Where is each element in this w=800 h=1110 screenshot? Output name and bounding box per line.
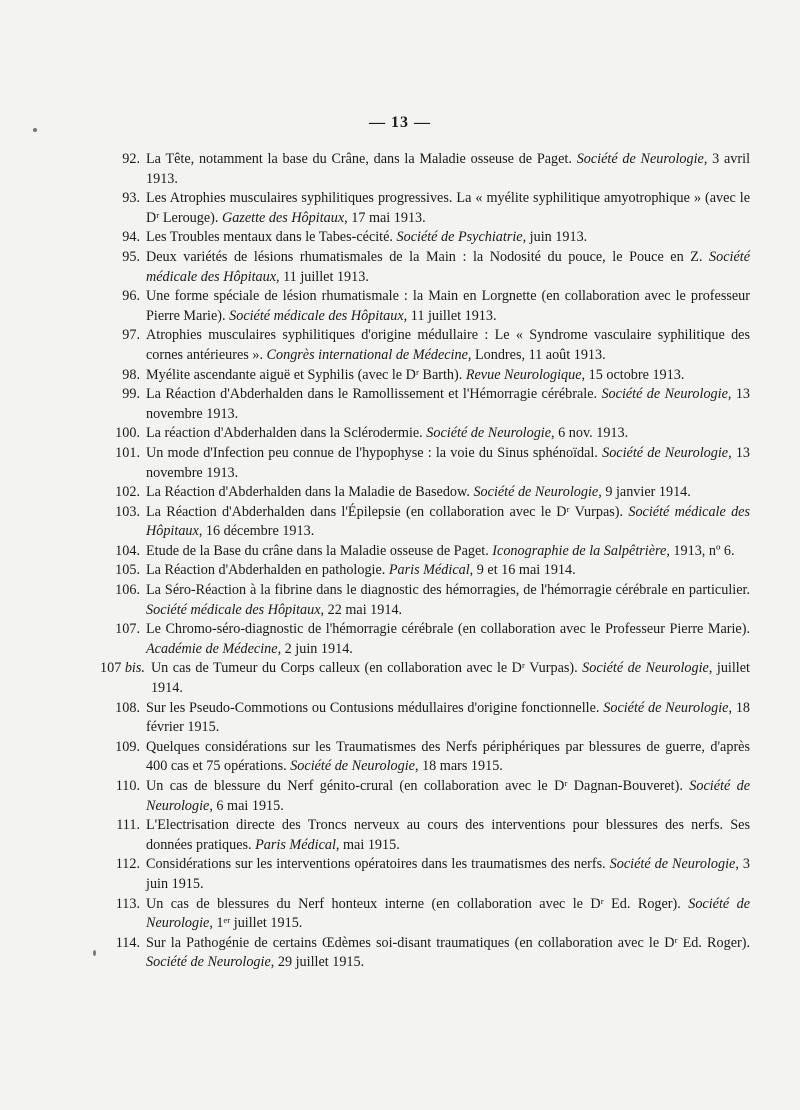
entry-text xyxy=(146,561,750,581)
entry-text xyxy=(146,287,750,326)
entry-text xyxy=(146,189,750,228)
entry-number-value: 105. xyxy=(115,562,140,579)
entry-number xyxy=(100,385,146,405)
entry-number xyxy=(100,561,146,581)
entry-source: Société de Neurologie xyxy=(582,660,709,677)
bibliography-entry xyxy=(100,816,750,855)
entry-number xyxy=(100,287,146,307)
entry-title: Un cas de Tumeur du Corps calleux (en collaboration avec le Dʳ Vurpas). xyxy=(150,660,583,677)
entry-text xyxy=(146,385,750,424)
entry-number xyxy=(100,189,146,209)
entry-source: Société de Psychiatrie xyxy=(396,229,523,246)
entry-source: Société de Neurologie xyxy=(146,954,271,971)
entry-text xyxy=(146,444,750,483)
entry-title: , 3 avril 1913. xyxy=(146,151,751,187)
entry-number-value: 106. xyxy=(115,582,140,599)
entry-text xyxy=(146,503,750,542)
entry-title: Le Chromo-séro-diagnostic de l'hémorragie cérébrale (en collaboration avec le Professeur Pierre Marie). xyxy=(146,621,750,638)
entry-text xyxy=(146,934,750,973)
bibliography-entry xyxy=(100,503,750,542)
entry-text xyxy=(146,228,750,248)
entry-title: Sur la Pathogénie de certains Œdèmes soi-disant traumatiques (en collaboration avec le Dʳ Ed. Roger). xyxy=(146,934,750,951)
bibliography-entry xyxy=(100,189,750,228)
entry-title: La Séro-Réaction à la fibrine dans le diagnostic des hémorragies, de l'hémorragie cérébrale en particulier. xyxy=(146,582,750,599)
entry-text xyxy=(146,895,750,934)
entry-title: La réaction d'Abderhalden dans la Sclérodermie. xyxy=(146,425,427,442)
entry-number xyxy=(100,816,146,836)
entry-source: Société de Neurologie xyxy=(473,484,599,501)
entry-title: La Réaction d'Abderhalden dans le Ramollissement et l'Hémorragie cérébrale. xyxy=(146,386,602,403)
entry-text xyxy=(146,424,750,444)
bibliography-entry xyxy=(100,895,750,934)
entry-title: , 16 décembre 1913. xyxy=(198,523,315,540)
entry-number-value: 95. xyxy=(122,248,140,265)
entry-number xyxy=(100,699,146,719)
entry-number-value: 113. xyxy=(115,895,140,912)
entry-number xyxy=(100,542,146,562)
entry-title: Un cas de blessure du Nerf génito-crural (en collaboration avec le Dʳ Dagnan-Bouveret). xyxy=(146,778,690,794)
entry-title: La Réaction d'Abderhalden dans l'Épilepsie (en collaboration avec le Dʳ Vurpas). xyxy=(146,503,629,520)
entry-title: L'Electrisation directe des Troncs nerveux au cours des interventions pour blessures des nerfs. Ses données pratiques. xyxy=(146,817,750,853)
entry-number xyxy=(100,228,146,248)
entry-number-value: 111. xyxy=(116,817,140,834)
bibliography-entry xyxy=(100,855,750,894)
entry-source: Académie de Médecine xyxy=(146,640,278,657)
print-speck xyxy=(33,128,37,132)
entry-source: Société de Neurologie xyxy=(602,444,729,461)
entry-title: , 11 juillet 1913. xyxy=(276,268,369,285)
entry-source: Société médicale des Hôpitaux xyxy=(146,503,750,540)
bibliography-entry xyxy=(100,699,750,738)
entry-source: Revue Neurologique xyxy=(465,366,582,383)
entry-number-value: 102. xyxy=(115,484,140,501)
bibliography-list xyxy=(100,150,750,973)
entry-title: Etude de la Base du crâne dans la Maladie osseuse de Paget. xyxy=(146,542,493,559)
bibliography-entry xyxy=(100,366,750,386)
entry-title: Sur les Pseudo-Commotions ou Contusions médullaires d'origine fonctionnelle. xyxy=(146,699,604,716)
entry-number-value: 103. xyxy=(115,503,140,520)
entry-source: Iconographie de la Salpêtrière xyxy=(492,542,667,559)
entry-number xyxy=(100,444,146,464)
entry-source: Société de Neurologie xyxy=(603,699,729,716)
entry-title: , 13 novembre 1913. xyxy=(146,444,751,481)
entry-source: Société de Neurologie xyxy=(609,856,736,873)
bibliography-entry xyxy=(100,248,750,287)
bibliography-entry xyxy=(100,228,750,248)
entry-number-value: 93. xyxy=(122,190,140,207)
entry-number-value: 107. xyxy=(115,621,140,638)
entry-source: Société médicale des Hôpitaux xyxy=(146,601,321,618)
entry-text xyxy=(151,659,750,698)
entry-title: Quelques considérations sur les Traumatismes des Nerfs périphériques par blessures de guerre, d'après 400 cas et 75 opérations. xyxy=(146,738,750,775)
entry-title: , 18 février 1915. xyxy=(146,699,751,736)
entry-source: Société médicale des Hôpitaux xyxy=(146,248,750,285)
entry-title: , 2 juin 1914. xyxy=(277,640,353,657)
entry-number xyxy=(100,503,146,523)
entry-number-value: 98. xyxy=(122,366,140,383)
entry-number-value: 99. xyxy=(122,386,140,403)
entry-title: , mai 1915. xyxy=(335,836,400,853)
entry-title: , 9 et 16 mai 1914. xyxy=(469,562,576,579)
entry-number-value: 109. xyxy=(115,738,140,755)
entry-number xyxy=(100,777,146,797)
entry-title: , 18 mars 1915. xyxy=(414,758,503,775)
entry-text xyxy=(146,855,750,894)
entry-title: , juillet 1914. xyxy=(150,660,750,697)
entry-title: Un mode d'Infection peu connue de l'hypophyse : la voie du Sinus sphénoïdal. xyxy=(146,444,603,461)
entry-title: , 13 novembre 1913. xyxy=(146,386,751,422)
bibliography-entry xyxy=(100,385,750,424)
bibliography-entry xyxy=(100,659,750,698)
entry-title: , 1ᵉʳ juillet 1915. xyxy=(209,915,303,932)
entry-number xyxy=(100,620,146,640)
bibliography-entry xyxy=(100,777,750,816)
bibliography-entry xyxy=(100,934,750,973)
entry-text xyxy=(146,699,750,738)
entry-text xyxy=(146,620,750,659)
entry-number xyxy=(100,855,146,875)
entry-title: Une forme spéciale de lésion rhumatismale : la Main en Lorgnette (en collaboration avec le professeur Pierre Marie). xyxy=(146,288,750,324)
bibliography-entry xyxy=(100,738,750,777)
entry-source: Paris Médical xyxy=(255,836,336,853)
entry-number-value: 110. xyxy=(115,778,140,794)
entry-text xyxy=(146,326,750,365)
entry-title: , 6 nov. 1913. xyxy=(551,425,629,442)
entry-title: Atrophies musculaires syphilitiques d'origine médullaire : Le « Syndrome vasculaire syphilitique des cornes antérieures ». xyxy=(146,327,750,363)
entry-source: Société de Neurologie xyxy=(426,425,552,442)
entry-title: La Réaction d'Abderhalden en pathologie. xyxy=(146,562,389,579)
entry-number-value: 114. xyxy=(115,934,140,951)
entry-source: Société de Neurologie xyxy=(146,778,751,814)
entry-title: , 22 mai 1914. xyxy=(320,601,403,618)
entry-number-value: 108. xyxy=(115,699,140,716)
entry-text xyxy=(146,777,750,816)
entry-title: , 6 mai 1915. xyxy=(209,797,284,814)
entry-source: Société de Neurologie xyxy=(146,895,750,932)
entry-title: , 29 juillet 1915. xyxy=(270,954,365,971)
entry-number xyxy=(100,934,146,954)
entry-source: Gazette des Hôpitaux xyxy=(221,209,345,226)
entry-number xyxy=(100,738,146,758)
entry-title: , 3 juin 1915. xyxy=(146,856,750,892)
entry-source: Société de Neurologie xyxy=(576,151,704,167)
entry-title: Un cas de blessures du Nerf honteux interne (en collaboration avec le Dʳ Ed. Roger). xyxy=(146,895,689,912)
entry-title: Les Troubles mentaux dans le Tabes-cécité. xyxy=(146,229,397,246)
entry-number-value: 97. xyxy=(122,327,140,344)
bibliography-entry xyxy=(100,150,750,189)
entry-source: Congrès international de Médecine xyxy=(266,346,468,363)
entry-number xyxy=(100,424,146,444)
entry-number-value: 101. xyxy=(115,444,140,461)
entry-number xyxy=(100,366,146,386)
entry-title: , 1913, nº 6. xyxy=(666,542,735,559)
entry-source: Société de Neurologie xyxy=(601,386,728,403)
entry-number xyxy=(100,483,146,503)
entry-number xyxy=(100,659,151,679)
entry-title: La Tête, notamment la base du Crâne, dans la Maladie osseuse de Paget. xyxy=(146,151,577,167)
entry-source: Société médicale des Hôpitaux xyxy=(229,307,404,324)
page-number: — 13 — xyxy=(369,114,431,131)
entry-text xyxy=(146,150,750,189)
entry-source: Paris Médical xyxy=(388,562,470,579)
entry-number-suffix: bis. xyxy=(124,660,145,677)
entry-source: Société de Neurologie xyxy=(290,758,415,775)
bibliography-entry xyxy=(100,561,750,581)
entry-title: , 15 octobre 1913. xyxy=(581,366,685,383)
entry-title: , 11 juillet 1913. xyxy=(403,307,497,324)
bibliography-entry xyxy=(100,542,750,562)
entry-text xyxy=(146,581,750,620)
entry-text xyxy=(146,542,750,562)
bibliography-entry xyxy=(100,326,750,365)
bibliography-entry xyxy=(100,424,750,444)
entry-title: , 17 mai 1913. xyxy=(344,209,426,226)
entry-number-value: 112. xyxy=(115,856,140,873)
entry-number xyxy=(100,248,146,268)
entry-number-value: 92. xyxy=(122,151,140,167)
entry-title: Deux variétés de lésions rhumatismales de la Main : la Nodosité du pouce, le Pouce en Z. xyxy=(146,248,710,265)
entry-title: La Réaction d'Abderhalden dans la Maladie de Basedow. xyxy=(146,484,474,501)
bibliography-entry xyxy=(100,581,750,620)
entry-title: , Londres, 11 août 1913. xyxy=(467,346,606,363)
bibliography-entry xyxy=(100,444,750,483)
bibliography-entry xyxy=(100,483,750,503)
entry-number-value: 100. xyxy=(115,425,140,442)
entry-title: Myélite ascendante aiguë et Syphilis (avec le Dʳ Barth). xyxy=(146,366,466,383)
entry-number xyxy=(100,150,146,170)
bibliography-entry xyxy=(100,620,750,659)
entry-number-value: 96. xyxy=(122,288,140,305)
entry-title: , 9 janvier 1914. xyxy=(598,484,691,501)
entry-text xyxy=(146,483,750,503)
entry-text xyxy=(146,738,750,777)
entry-title: , juin 1913. xyxy=(522,229,588,246)
entry-text xyxy=(146,248,750,287)
entry-number xyxy=(100,895,146,915)
entry-number-value: 104. xyxy=(115,542,140,559)
entry-title: Considérations sur les interventions opératoires dans les traumatismes des nerfs. xyxy=(146,856,610,873)
bibliography-entry xyxy=(100,287,750,326)
entry-text xyxy=(146,816,750,855)
entry-title: Les Atrophies musculaires syphilitiques progressives. La « myélite syphilitique amyotrophique » (avec le Dʳ Lerouge). xyxy=(146,190,750,226)
entry-number-value: 94. xyxy=(122,229,140,246)
entry-text xyxy=(146,366,750,386)
entry-number xyxy=(100,326,146,346)
entry-number-value: 107 xyxy=(100,660,122,677)
entry-number xyxy=(100,581,146,601)
print-speck xyxy=(93,950,96,956)
